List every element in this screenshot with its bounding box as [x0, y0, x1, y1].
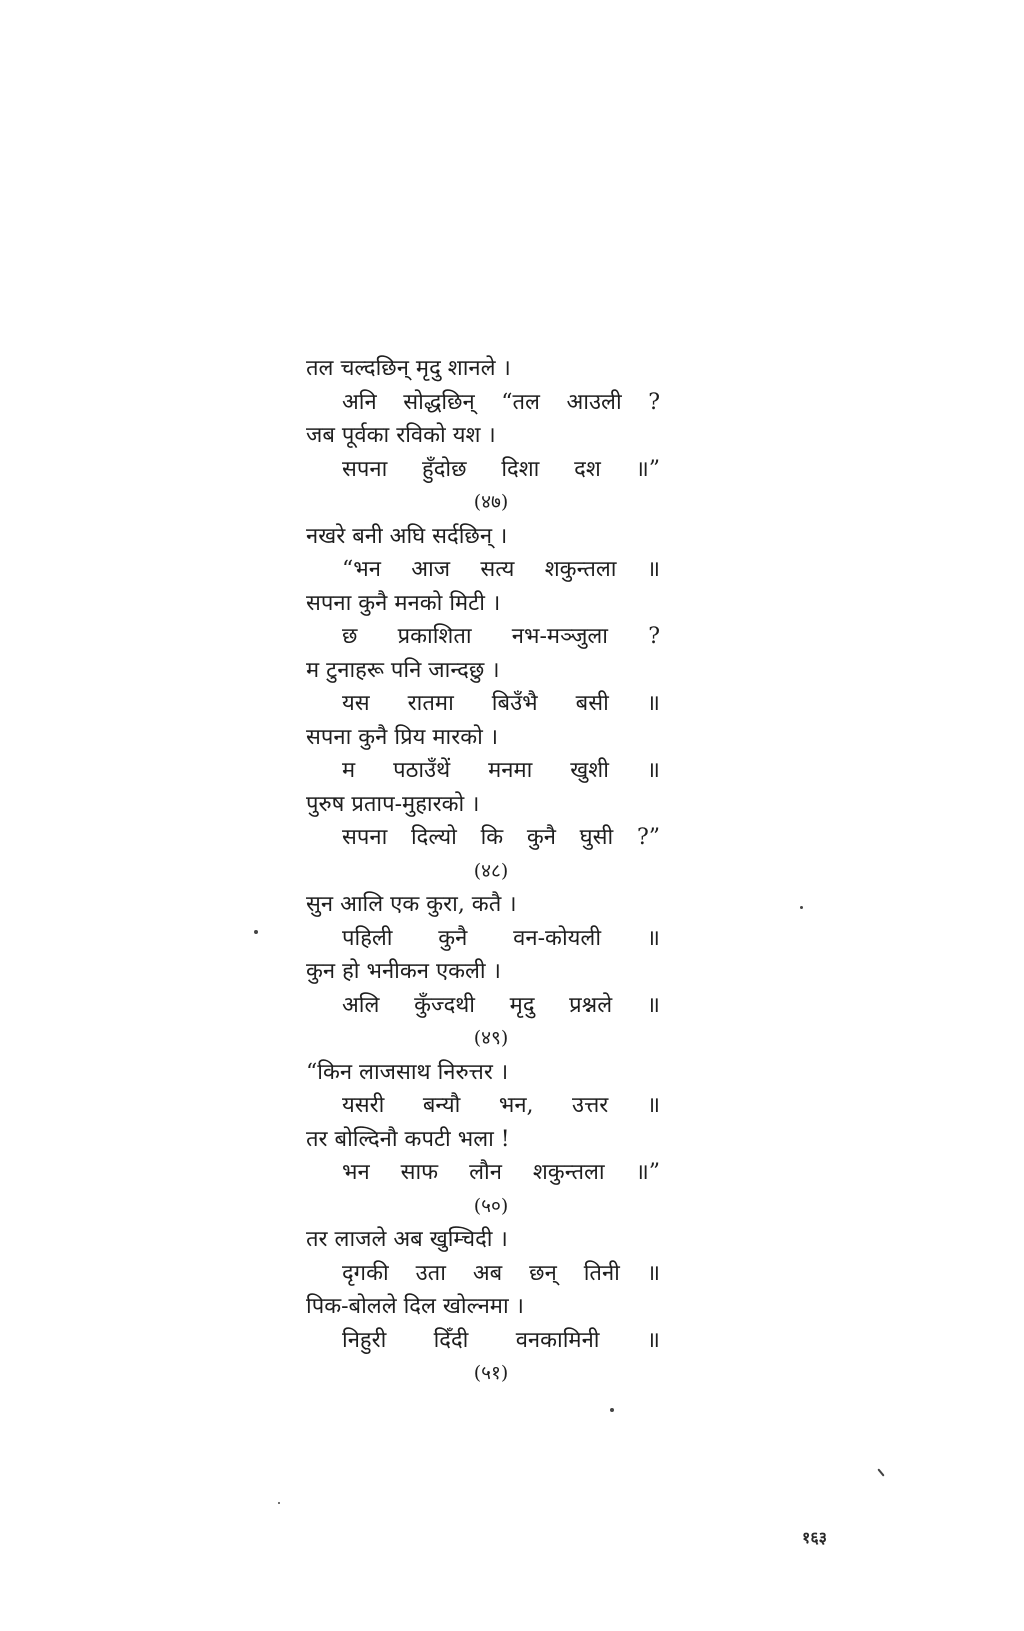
verse-line: तर लाजले अब खुम्चिदी । — [306, 1227, 508, 1252]
verse-line: नखरे बनी अघि सर्दछिन् । — [306, 523, 508, 549]
verse-line: “किन लाजसाथ निरुत्तर । — [306, 1059, 509, 1085]
verse-line: जब पूर्वका रविको यश । — [306, 423, 496, 448]
verse-line: सुन आलि एक कुरा, कतै । — [306, 892, 517, 917]
stanza — [306, 352, 666, 520]
stanza — [306, 1056, 666, 1224]
verse-line: सपना दिल्यो कि कुनै घुसी ?” — [342, 825, 660, 850]
verse-line: पहिली कुनै वन-कोयली ॥ — [342, 925, 660, 951]
verse-line: म टुनाहरू पनि जान्दछु । — [306, 657, 500, 683]
verse-line: तल चल्दछिन् मृदु शानले । — [306, 356, 511, 381]
verse-line: अलि कुँज्दथी मृदु प्रश्नले ॥ — [342, 992, 660, 1018]
verse-line: पुरुष प्रताप-मुहारको । — [306, 791, 480, 817]
verse-line: दृगकी उता अब छन् तिनी ॥ — [342, 1260, 660, 1286]
verse-line: म पठाउँथें मनमा खुशी ॥ — [342, 758, 660, 783]
verse-line: निहुरी दिँदी वनकामिनी ॥ — [342, 1327, 660, 1353]
verse-line: सपना कुनै प्रिय मारको । — [306, 724, 499, 750]
verse-line: सपना हुँदोछ दिशा दश ॥” — [342, 456, 660, 482]
verse-line: पिक-बोलले दिल खोल्नमा । — [306, 1294, 524, 1319]
verse-line: सपना कुनै मनको मिटी । — [306, 590, 501, 616]
verse-line: कुन हो भनीकन एकली । — [306, 959, 501, 984]
page-number: १६३ — [802, 1528, 827, 1547]
verse-line: “भन आज सत्य शकुन्तला ॥ — [342, 557, 660, 582]
verse-line: अनि सोद्धछिन् “तल आउली ? — [342, 389, 660, 415]
verse-number: (५१) — [473, 1362, 509, 1384]
scan-speck — [877, 1468, 884, 1476]
verse-line: तर बोल्दिनौ कपटी भला ! — [306, 1126, 510, 1152]
stanza — [306, 888, 666, 1056]
verse-number: (४९) — [473, 1027, 509, 1049]
verse-line: छ प्रकाशिता नभ-मञ्जुला ? — [342, 624, 660, 649]
scan-speck — [610, 1408, 614, 1412]
stanza — [306, 1223, 666, 1391]
verse-number: (४७) — [473, 491, 509, 513]
verse-line: भन साफ लौन शकुन्तला ॥” — [342, 1160, 660, 1185]
verse-line: यस रातमा बिउँभै बसी ॥ — [342, 691, 660, 716]
scan-speck — [800, 906, 803, 909]
stanza — [306, 520, 666, 889]
scan-speck — [278, 1502, 280, 1504]
verse-line: यसरी बन्यौ भन, उत्तर ॥ — [342, 1093, 660, 1118]
poem-body — [306, 352, 666, 1391]
verse-number: (५०) — [473, 1194, 509, 1217]
scan-speck — [254, 930, 258, 934]
verse-number: (४८) — [473, 859, 509, 882]
